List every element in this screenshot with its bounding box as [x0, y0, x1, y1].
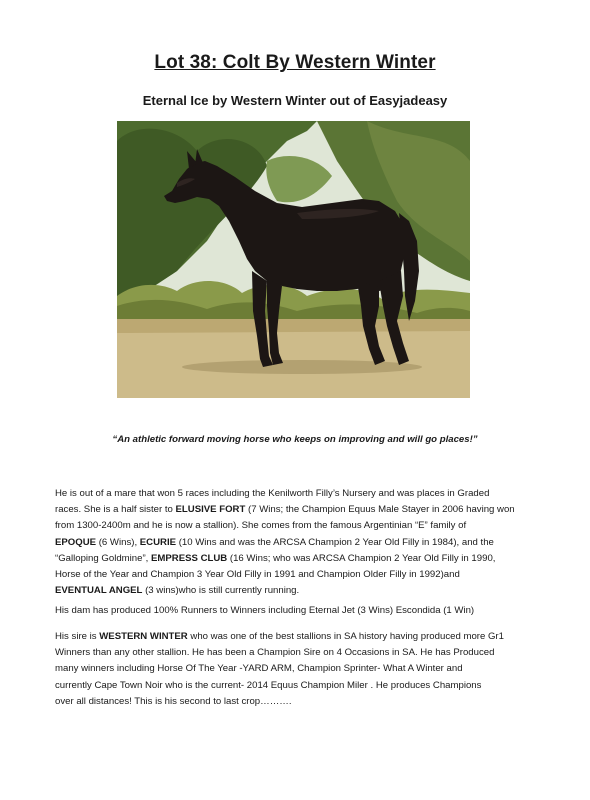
text-line	[55, 518, 545, 534]
horse-name: WESTERN WINTER	[99, 631, 188, 642]
text: (6 Wins),	[96, 536, 140, 548]
text: “Galloping Goldmine”,	[55, 552, 151, 564]
text: who was one of the best stallions in SA history having produced more Gr1	[187, 631, 504, 642]
text: His dam has produced 100% Runners to Winners including Eternal Jet (3 Wins) Escondida (1 Win)	[55, 605, 475, 616]
quote: “An athletic forward moving horse who keeps on improving and will go places!”	[112, 434, 478, 445]
text-line	[55, 567, 545, 583]
text-line	[55, 502, 545, 518]
text-line	[55, 678, 545, 694]
text-line	[55, 551, 545, 567]
paragraph-dam-produce	[55, 603, 545, 619]
text-line	[55, 535, 545, 551]
text-line	[55, 486, 545, 502]
text: many winners including Horse Of The Year -YARD ARM, Champion Sprinter- What A Winter and	[55, 663, 463, 675]
text: (3 wins)who is still currently running.	[142, 585, 300, 597]
text: His sire is	[55, 631, 100, 642]
paragraph-sire	[55, 629, 545, 710]
text-line	[55, 583, 545, 599]
horse-name: EMPRESS CLUB	[150, 552, 228, 564]
horse-photo	[117, 121, 470, 398]
horse-photo-illustration	[117, 121, 470, 398]
text: currently Cape Town Noir who is the current- 2014 Equus Champion Miler . He produces Champions	[55, 679, 482, 691]
page-title: Lot 38: Colt By Western Winter	[154, 52, 436, 73]
text: (10 Wins and was the ARCSA Champion 2 Year Old Filly in 1984), and the	[176, 536, 494, 548]
text-line	[55, 694, 545, 710]
text: (7 Wins; the Champion Equus Male Stayer in 2006 having won	[245, 504, 515, 516]
horse-name: ELUSIVE FORT	[175, 504, 246, 516]
page-subtitle: Eternal Ice by Western Winter out of Easyjadeasy	[142, 93, 448, 108]
text: Horse of the Year and Champion 3 Year Old Filly in 1991 and Champion Older Filly in 1992)and	[55, 569, 460, 581]
horse-name: ECURIE	[139, 536, 177, 548]
text-line	[55, 629, 545, 645]
text: He is out of a mare that won 5 races including the Kenilworth Filly’s Nursery and was places in Graded	[55, 488, 490, 499]
text-line	[55, 603, 545, 619]
horse-name: EVENTUAL ANGEL	[55, 585, 143, 597]
paragraph-dam-family	[55, 486, 545, 599]
text: races. She is a half sister to	[55, 504, 176, 516]
text: over all distances! This is his second to last crop……….	[55, 695, 292, 707]
text: (16 Wins; who was ARCSA Champion 2 Year Old Filly in 1990,	[227, 552, 496, 564]
text-line	[55, 645, 545, 661]
horse-name: EPOQUE	[55, 536, 97, 548]
text-line	[55, 661, 545, 677]
text: from 1300-2400m and he is now a stallion). She comes from the famous Argentinian “E” family of	[55, 520, 467, 532]
text: Winners than any other stallion. He has been a Champion Sire on 4 Occasions in SA. He has Produced	[55, 647, 495, 659]
